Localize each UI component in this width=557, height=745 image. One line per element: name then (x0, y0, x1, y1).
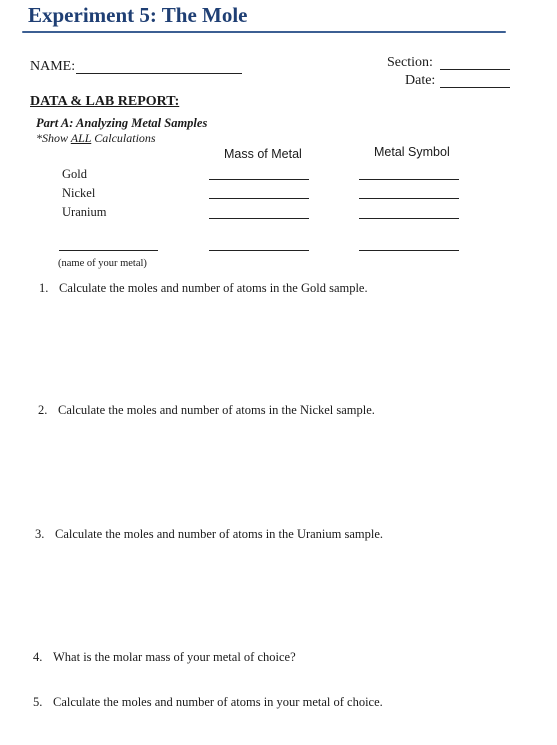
custom-metal-name-field[interactable] (59, 250, 158, 251)
question-3 (35, 527, 383, 542)
date-field[interactable] (440, 87, 510, 88)
show-prefix: *Show (36, 131, 71, 145)
question-text: Calculate the moles and number of atoms in the Uranium sample. (55, 527, 384, 541)
question-number: 2. (38, 403, 48, 417)
part-a-title: Part A: Analyzing Metal Samples (36, 116, 208, 130)
question-2 (38, 403, 375, 418)
uranium-symbol-field[interactable] (359, 218, 459, 219)
column-header-symbol: Metal Symbol (374, 145, 450, 159)
metal-label-uranium: Uranium (62, 205, 107, 219)
question-text: Calculate the moles and number of atoms in your metal of choice. (53, 695, 383, 709)
uranium-mass-field[interactable] (209, 218, 309, 219)
section-field[interactable] (440, 69, 510, 70)
name-field[interactable] (76, 73, 242, 74)
metal-label-gold: Gold (62, 167, 87, 181)
section-label: Section: (387, 55, 433, 70)
question-number: 5. (33, 695, 43, 709)
show-calculations-note (36, 131, 156, 146)
question-number: 4. (33, 650, 43, 664)
report-heading: DATA & LAB REPORT: (30, 94, 180, 109)
custom-metal-caption: (name of your metal) (58, 258, 147, 269)
page-title: Experiment 5: The Mole (28, 3, 248, 27)
date-label: Date: (405, 73, 436, 88)
question-1 (39, 281, 368, 296)
question-text: Calculate the moles and number of atoms in the Nickel sample. (58, 403, 375, 417)
column-header-mass: Mass of Metal (224, 147, 302, 161)
metal-label-nickel: Nickel (62, 186, 96, 200)
question-number: 1. (39, 281, 49, 295)
show-suffix: Calculations (91, 131, 156, 145)
gold-mass-field[interactable] (209, 179, 309, 180)
question-number: 3. (35, 527, 45, 541)
custom-metal-mass-field[interactable] (209, 250, 309, 251)
custom-metal-symbol-field[interactable] (359, 250, 459, 251)
question-4 (33, 650, 296, 665)
question-text: What is the molar mass of your metal of choice? (53, 650, 296, 664)
gold-symbol-field[interactable] (359, 179, 459, 180)
title-divider (22, 31, 506, 33)
show-emphasis: ALL (70, 131, 92, 145)
nickel-mass-field[interactable] (209, 198, 309, 199)
name-label: NAME: (30, 59, 76, 74)
question-text: Calculate the moles and number of atoms in the Gold sample. (59, 281, 368, 295)
question-5 (33, 695, 383, 710)
nickel-symbol-field[interactable] (359, 198, 459, 199)
